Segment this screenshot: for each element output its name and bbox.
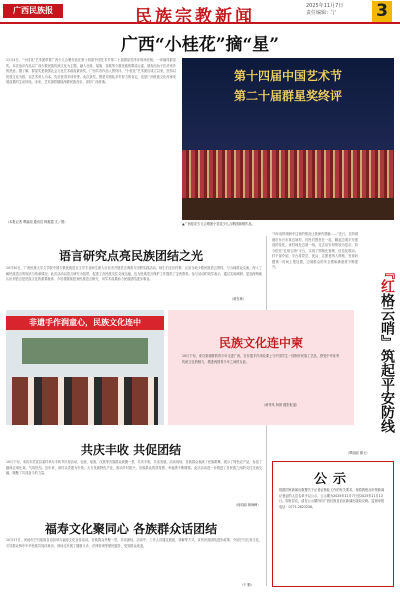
page-number: 3	[372, 1, 392, 22]
notice-title: 公示	[313, 472, 352, 487]
notice-box	[272, 461, 394, 587]
notice-text: 根据国家新闻出版署关于记者证核验工作的有关要求，现将我报社申领新闻记者证的人员名单予以公示，公示期为2025年11月7日至2025年11月13日。如有异议，请在公示期内向广西壮族自治区新闻出版局反映。监督举报电话：0771-2623256。	[279, 488, 385, 509]
stage-photo	[182, 58, 394, 220]
promo-credit: （黄秀凤 杨都 摄影报道）	[262, 403, 300, 407]
paper-name-logo: 广西民族报	[3, 4, 63, 18]
classroom-photo	[6, 310, 164, 425]
longevity-article-body: 10月27日，河池市巴马瑶族自治县举办福寿文化宣传活动，各族群众齐聚一堂，共话团结。活动中，工作人员通过展板、讲解等方式，宣传民族团结进步政策，介绍巴马长寿文化，引导群众铸牢中华民族共同体意识。现场还开展了健康义诊、法律咨询等便民服务，受到群众欢迎。	[6, 538, 262, 548]
section-title: 民族宗教新闻	[135, 7, 255, 27]
promo-text: 10月下旬，来自柬埔寨的青少年走进广西，在非遗手作体验课上与中国学生一同制作民族工艺品，感受中华优秀传统文化的魅力，增进两国青少年之间的友谊。	[182, 354, 340, 364]
students-group	[12, 377, 158, 425]
classroom-board	[22, 338, 148, 364]
harvest-headline: 共庆丰收 共促团结	[80, 443, 182, 457]
side-headline	[362, 265, 394, 433]
side-article-credit: （覃丽丽 谢元）	[346, 451, 370, 455]
stage-floor	[182, 198, 394, 220]
language-article-body: 10月30日，广西民族大学文学院中国少数民族语言文学专业师生深入百色市开展语言调查与田野实践活动。师生们走访村寨，记录当地少数民族语言资料，与当地群众交流，深入了解民族语言的现状与传承情况。此次活动以语言研究为纽带，促进了各民族交往交流交融，也为民族语言保护工作提供了宝贵资料。参与活动的同学表示，通过实地调研，更加深刻地认识到语言是民族文化的重要载体，今后将继续投身民族语言研究，用学术成果助力民族团结进步事业。	[6, 266, 262, 281]
longevity-headline: 福寿文化聚同心 各族群众话团结	[44, 522, 218, 536]
promo-box	[168, 310, 354, 425]
side-headline-text: 格云哨』筑起平安防线	[379, 293, 395, 433]
photo-caption: ▲广西桂花少儿合唱团小桂花少儿合唱团演唱作品。	[182, 222, 255, 226]
lead-article-credit: （本报记者 覃丽丽 通讯员 阿惠霞 文／图）	[6, 220, 68, 224]
issue-date	[306, 3, 343, 17]
side-headline-highlight: 『红	[379, 265, 395, 293]
editor-line: 责任编辑：宁	[306, 10, 337, 16]
promo-title: 民族文化连中柬	[218, 336, 303, 350]
side-article-body: “3年前的调研中这里的情况让我深有感触……”近日，在防城港市东兴市某边境村，村民们围坐在一起，聊起边境平安建设的变化。该村地处边境一线，过去治安形势较为复杂，如今依托“红格云哨”平台，实现了网格化管理、信息化联动。村干部介绍，平台将党员、民兵、志愿者纳入网格，发现问题第一时间上报处置，边境群众的安全感和满意度不断提升。	[272, 232, 358, 269]
lead-headline: 广西“小桂花”摘“星”	[120, 35, 280, 55]
harvest-article-body: 10月下旬，来宾市武宣县某村举办丰收节庆祝活动，壮族、瑶族、汉族等各族群众欢聚一堂，共庆丰收，共话发展。活动现场，各族群众表演了民族歌舞，展示了特色农产品，参加了趣味农事比赛，气氛热烈。近年来，该村以党建为引领，大力发展特色产业，推动乡村振兴，各族群众的获得感、幸福感不断增强。此次活动进一步增进了各民族之间的交往交流交融，凝聚了共同奋斗的力量。	[6, 460, 262, 475]
language-article-credit: （黄东林）	[230, 297, 246, 301]
stage-banner-line: 第二十届群星奖终评	[233, 89, 342, 103]
lead-article-body: 11月4日，“小桂花”艺术团带着广西少儿合唱作品在第十四届中国艺术节第二十届群星奖终评现场亮相，一举摘得群星奖。本次参评作品以广西少数民族传统文化为主题，融入壮族、瑶族、苗族等少数民族的歌谣元素，展现出孩子们对家乡的热爱。据了解，群星奖是我国社会文化艺术政府最高奖，广西共有作品入围终评。“小桂花”艺术团自成立以来，坚持以民族文化为根，以艺术育人为本，先后获得多项荣誉。此次获奖，既是对团队多年努力的肯定，也是广西民族文化传承发展成果的生动体现。未来，艺术团将继续深耕民族音乐，讲好广西故事。	[6, 58, 176, 84]
issue-date-line: 2025年11月7日	[306, 3, 344, 9]
stage-banner-line: 第十四届中国艺术节	[233, 69, 342, 83]
stage-banner	[212, 66, 364, 110]
language-headline: 语言研究点亮民族团结之光	[58, 249, 203, 263]
harvest-article-credit: （何绍丽 黄海峰）	[234, 503, 261, 507]
classroom-banner: 非遗手作润童心，民族文化连中	[6, 316, 164, 330]
longevity-article-credit: （干 勤）	[240, 583, 254, 587]
masthead	[0, 0, 400, 27]
